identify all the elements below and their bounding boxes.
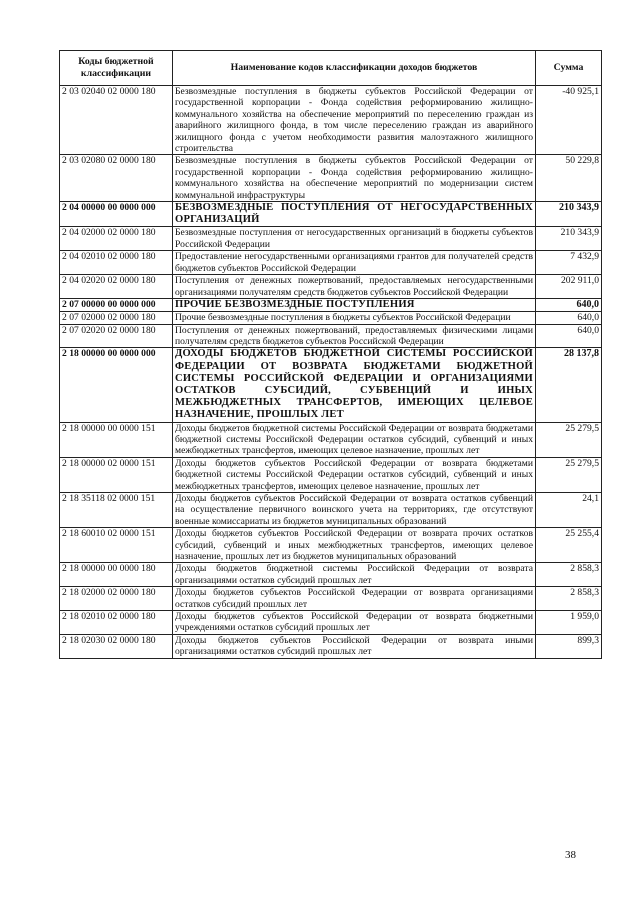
row-sum-cell: 202 911,0 xyxy=(536,275,602,299)
row-sum-cell: 50 229,8 xyxy=(536,155,602,202)
row-sum-cell: 640,0 xyxy=(536,312,602,324)
row-name-cell: Доходы бюджетов бюджетной системы Российской Федерации от возврата бюджетами бюджетной системы Российской Федерации остатков субсидий, субвенций и иных межбюджетных трансфертов, имеющих целевое назначение, прошлых лет xyxy=(173,422,536,457)
row-code-cell: 2 18 02000 02 0000 180 xyxy=(60,587,173,611)
header-code: Коды бюджетной классификации xyxy=(60,51,173,86)
row-name-cell: БЕЗВОЗМЕЗДНЫЕ ПОСТУПЛЕНИЯ ОТ НЕГОСУДАРСТВЕННЫХ ОРГАНИЗАЦИЙ xyxy=(173,202,536,227)
row-code-cell: 2 07 02020 02 0000 180 xyxy=(60,324,173,348)
row-name-cell: Прочие безвозмездные поступления в бюджеты субъектов Российской Федерации xyxy=(173,312,536,324)
row-code-cell: 2 18 60010 02 0000 151 xyxy=(60,528,173,563)
row-name-cell: Доходы бюджетов бюджетной системы Российской Федерации от возврата организациями остатков субсидий прошлых лет xyxy=(173,563,536,587)
row-sum-cell: 640,0 xyxy=(536,324,602,348)
row-name-cell: ПРОЧИЕ БЕЗВОЗМЕЗДНЫЕ ПОСТУПЛЕНИЯ xyxy=(173,298,536,311)
row-name-cell: Доходы бюджетов субъектов Российской Федерации от возврата бюджетными учреждениями остатков субсидий прошлых лет xyxy=(173,611,536,635)
row-sum-cell: 2 858,3 xyxy=(536,587,602,611)
table-row xyxy=(60,492,602,527)
row-code-cell: 2 18 35118 02 0000 151 xyxy=(60,492,173,527)
row-sum-cell: 7 432,9 xyxy=(536,251,602,275)
table-row xyxy=(60,298,602,311)
row-sum-cell: 2 858,3 xyxy=(536,563,602,587)
row-name-cell: ДОХОДЫ БЮДЖЕТОВ БЮДЖЕТНОЙ СИСТЕМЫ РОССИЙСКОЙ ФЕДЕРАЦИИ ОТ ВОЗВРАТА БЮДЖЕТАМИ БЮДЖЕТНОЙ СИСТЕМЫ РОССИЙСКОЙ ФЕДЕРАЦИИ И ОРГАНИЗАЦИЯМИ ОСТАТКОВ СУБСИДИЙ, СУБВЕНЦИЙ И ИНЫХ МЕЖБЮДЖЕТНЫХ ТРАНСФЕРТОВ, ИМЕЮЩИХ ЦЕЛЕВОЕ НАЗНАЧЕНИЕ, ПРОШЛЫХ ЛЕТ xyxy=(173,348,536,422)
row-sum-cell: 25 279,5 xyxy=(536,422,602,457)
revenue-classification-table xyxy=(59,50,602,659)
row-name-cell: Доходы бюджетов субъектов Российской Федерации от возврата иными организациями остатков субсидий прошлых лет xyxy=(173,634,536,658)
row-code-cell: 2 04 02000 02 0000 180 xyxy=(60,227,173,251)
table-row xyxy=(60,312,602,324)
header-name: Наименование кодов классификации доходов бюджетов xyxy=(173,51,536,86)
table-header-row xyxy=(60,51,602,86)
table-row xyxy=(60,528,602,563)
row-sum-cell: 899,3 xyxy=(536,634,602,658)
row-code-cell: 2 18 00000 00 0000 000 xyxy=(60,348,173,422)
row-code-cell: 2 07 02000 02 0000 180 xyxy=(60,312,173,324)
row-sum-cell: 640,0 xyxy=(536,298,602,311)
row-name-cell: Безвозмездные поступления от негосударственных организаций в бюджеты субъектов Российской Федерации xyxy=(173,227,536,251)
row-code-cell: 2 18 02030 02 0000 180 xyxy=(60,634,173,658)
row-sum-cell: 28 137,8 xyxy=(536,348,602,422)
row-name-cell: Поступления от денежных пожертвований, предоставляемых физическими лицами получателям средств бюджетов субъектов Российской Федерации xyxy=(173,324,536,348)
row-name-cell: Доходы бюджетов субъектов Российской Федерации от возврата остатков субвенций на осуществление первичного воинского учета на территориях, где отсутствуют военные комиссариаты из бюджетов муниципальных образований xyxy=(173,492,536,527)
table-row xyxy=(60,86,602,155)
row-code-cell: 2 18 00000 00 0000 180 xyxy=(60,563,173,587)
table-row xyxy=(60,155,602,202)
row-name-cell: Доходы бюджетов субъектов Российской Федерации от возврата прочих остатков субсидий, субвенций и иных межбюджетных трансфертов, имеющих целевое назначение, прошлых лет из бюджетов муниципальных образований xyxy=(173,528,536,563)
row-code-cell: 2 18 00000 02 0000 151 xyxy=(60,457,173,492)
row-sum-cell: 210 343,9 xyxy=(536,202,602,227)
row-sum-cell: 24,1 xyxy=(536,492,602,527)
row-code-cell: 2 04 02020 02 0000 180 xyxy=(60,275,173,299)
row-name-cell: Доходы бюджетов субъектов Российской Федерации от возврата бюджетами бюджетной системы Российской Федерации остатков субсидий, субвенций и иных межбюджетных трансфертов, имеющих целевое назначение, прошлых лет xyxy=(173,457,536,492)
table-row xyxy=(60,611,602,635)
row-name-cell: Предоставление негосударственными организациями грантов для получателей средств бюджетов субъектов Российской Федерации xyxy=(173,251,536,275)
row-sum-cell: 25 255,4 xyxy=(536,528,602,563)
table-row xyxy=(60,348,602,422)
row-name-cell: Безвозмездные поступления в бюджеты субъектов Российской Федерации от государственной корпорации - Фонда содействия реформированию жилищно-коммунального хозяйства на обеспечение мероприятий по переселению граждан из аварийного жилищного фонда, в том числе переселению граждан из аварийного жилищного фонда с учетом необходимости развития малоэтажного жилищного строительства xyxy=(173,86,536,155)
header-sum: Сумма xyxy=(536,51,602,86)
table-row xyxy=(60,227,602,251)
table-row xyxy=(60,275,602,299)
row-code-cell: 2 18 02010 02 0000 180 xyxy=(60,611,173,635)
table-row xyxy=(60,457,602,492)
table-row xyxy=(60,422,602,457)
row-code-cell: 2 18 00000 00 0000 151 xyxy=(60,422,173,457)
row-code-cell: 2 03 02080 02 0000 180 xyxy=(60,155,173,202)
table-row xyxy=(60,324,602,348)
row-name-cell: Поступления от денежных пожертвований, предоставляемых негосударственными организациями получателям средств бюджетов субъектов Российской Федерации xyxy=(173,275,536,299)
row-code-cell: 2 04 00000 00 0000 000 xyxy=(60,202,173,227)
table-row xyxy=(60,202,602,227)
row-sum-cell: 1 959,0 xyxy=(536,611,602,635)
table-row xyxy=(60,251,602,275)
row-sum-cell: -40 925,1 xyxy=(536,86,602,155)
table-row xyxy=(60,587,602,611)
page-number: 38 xyxy=(565,849,576,861)
row-name-cell: Безвозмездные поступления в бюджеты субъектов Российской Федерации от государственной корпорации - Фонда содействия реформированию жилищно-коммунального хозяйства на обеспечение мероприятий по модернизации систем коммунальной инфраструктуры xyxy=(173,155,536,202)
row-sum-cell: 210 343,9 xyxy=(536,227,602,251)
row-sum-cell: 25 279,5 xyxy=(536,457,602,492)
row-code-cell: 2 07 00000 00 0000 000 xyxy=(60,298,173,311)
table-row xyxy=(60,634,602,658)
row-code-cell: 2 04 02010 02 0000 180 xyxy=(60,251,173,275)
row-code-cell: 2 03 02040 02 0000 180 xyxy=(60,86,173,155)
table-row xyxy=(60,563,602,587)
row-name-cell: Доходы бюджетов субъектов Российской Федерации от возврата организациями остатков субсидий прошлых лет xyxy=(173,587,536,611)
